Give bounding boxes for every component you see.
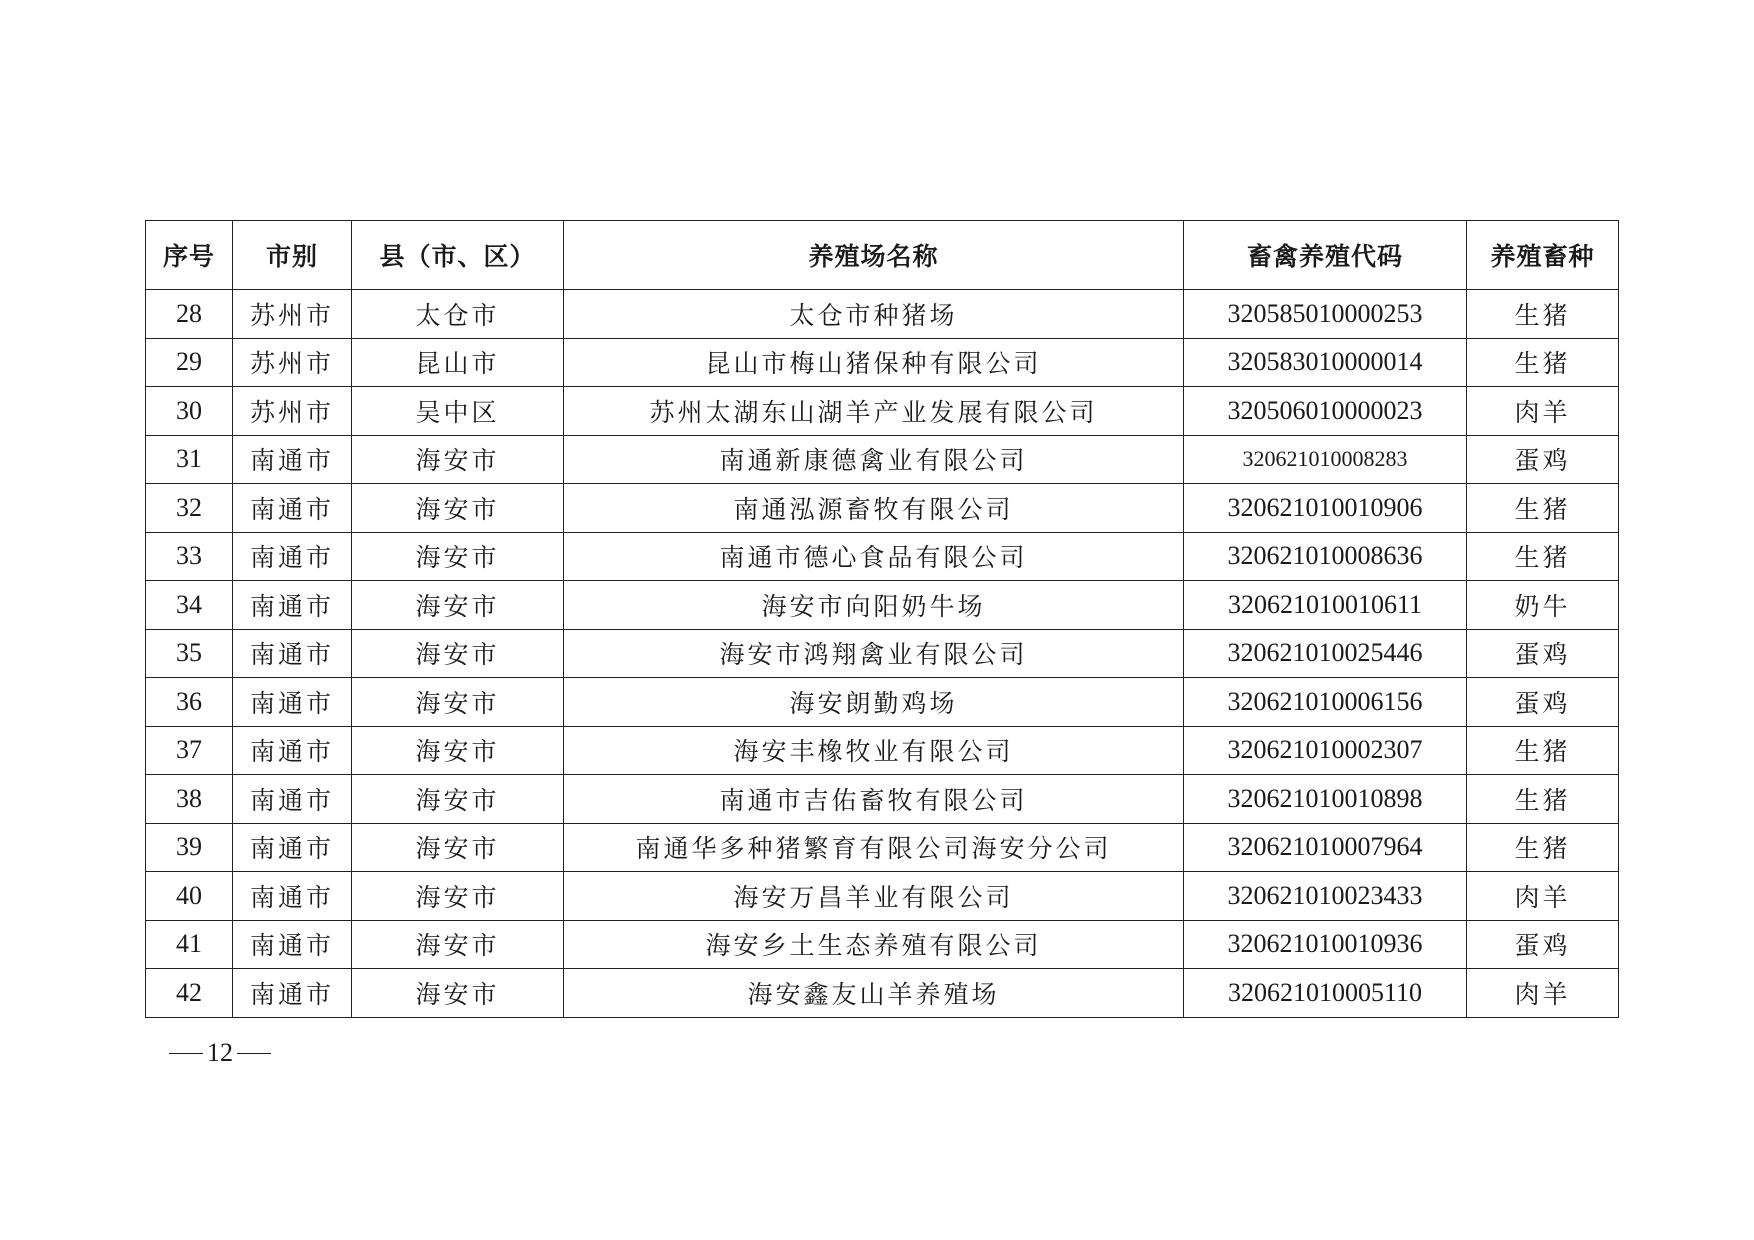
cell-farm-name: 海安鑫友山羊养殖场 xyxy=(564,969,1184,1018)
table-header-row xyxy=(146,221,1619,290)
cell-serial: 39 xyxy=(146,823,233,872)
cell-farm-code: 320621010023433 xyxy=(1184,872,1467,921)
cell-serial: 28 xyxy=(146,290,233,339)
table-row xyxy=(146,969,1619,1018)
cell-farm-name: 昆山市梅山猪保种有限公司 xyxy=(564,338,1184,387)
cell-county: 海安市 xyxy=(352,920,564,969)
table-row xyxy=(146,435,1619,484)
cell-serial: 30 xyxy=(146,387,233,436)
cell-serial: 35 xyxy=(146,629,233,678)
cell-farm-code: 320621010005110 xyxy=(1184,969,1467,1018)
cell-city: 南通市 xyxy=(233,532,352,581)
table-row xyxy=(146,290,1619,339)
table-row xyxy=(146,775,1619,824)
cell-city: 南通市 xyxy=(233,435,352,484)
cell-farm-code: 320506010000023 xyxy=(1184,387,1467,436)
cell-city: 南通市 xyxy=(233,726,352,775)
cell-farm-name: 南通市吉佑畜牧有限公司 xyxy=(564,775,1184,824)
livestock-farm-table xyxy=(145,220,1619,1018)
cell-serial: 41 xyxy=(146,920,233,969)
cell-farm-code: 320621010006156 xyxy=(1184,678,1467,727)
cell-county: 海安市 xyxy=(352,435,564,484)
cell-city: 南通市 xyxy=(233,775,352,824)
cell-county: 海安市 xyxy=(352,678,564,727)
table-row xyxy=(146,484,1619,533)
cell-farm-code: 320583010000014 xyxy=(1184,338,1467,387)
cell-farm-name: 海安市鸿翔禽业有限公司 xyxy=(564,629,1184,678)
cell-city: 南通市 xyxy=(233,920,352,969)
cell-serial: 38 xyxy=(146,775,233,824)
cell-species: 生猪 xyxy=(1467,338,1619,387)
cell-farm-code: 320621010008283 xyxy=(1184,435,1467,484)
cell-farm-code: 320621010025446 xyxy=(1184,629,1467,678)
header-farm-code: 畜禽养殖代码 xyxy=(1184,221,1467,290)
cell-species: 生猪 xyxy=(1467,823,1619,872)
cell-county: 太仓市 xyxy=(352,290,564,339)
table-row xyxy=(146,581,1619,630)
cell-species: 生猪 xyxy=(1467,532,1619,581)
cell-farm-name: 海安市向阳奶牛场 xyxy=(564,581,1184,630)
cell-species: 生猪 xyxy=(1467,726,1619,775)
cell-species: 生猪 xyxy=(1467,290,1619,339)
page-footer xyxy=(165,1038,275,1068)
cell-county: 海安市 xyxy=(352,969,564,1018)
cell-serial: 42 xyxy=(146,969,233,1018)
header-county: 县（市、区） xyxy=(352,221,564,290)
cell-city: 南通市 xyxy=(233,872,352,921)
table-row xyxy=(146,338,1619,387)
table-row xyxy=(146,532,1619,581)
cell-species: 生猪 xyxy=(1467,775,1619,824)
cell-species: 生猪 xyxy=(1467,484,1619,533)
cell-county: 海安市 xyxy=(352,872,564,921)
cell-city: 南通市 xyxy=(233,629,352,678)
cell-species: 蛋鸡 xyxy=(1467,435,1619,484)
cell-farm-code: 320621010002307 xyxy=(1184,726,1467,775)
cell-city: 南通市 xyxy=(233,823,352,872)
cell-farm-code: 320621010010611 xyxy=(1184,581,1467,630)
footer-dash-right xyxy=(237,1053,271,1054)
cell-county: 海安市 xyxy=(352,484,564,533)
cell-farm-code: 320621010010906 xyxy=(1184,484,1467,533)
header-city: 市别 xyxy=(233,221,352,290)
cell-city: 苏州市 xyxy=(233,290,352,339)
cell-farm-name: 南通华多种猪繁育有限公司海安分公司 xyxy=(564,823,1184,872)
table-row xyxy=(146,920,1619,969)
cell-farm-name: 太仓市种猪场 xyxy=(564,290,1184,339)
table-row xyxy=(146,678,1619,727)
cell-species: 蛋鸡 xyxy=(1467,920,1619,969)
cell-farm-name: 南通市德心食品有限公司 xyxy=(564,532,1184,581)
cell-county: 海安市 xyxy=(352,629,564,678)
cell-serial: 34 xyxy=(146,581,233,630)
cell-city: 苏州市 xyxy=(233,387,352,436)
cell-species: 蛋鸡 xyxy=(1467,678,1619,727)
cell-city: 南通市 xyxy=(233,969,352,1018)
cell-farm-code: 320621010010936 xyxy=(1184,920,1467,969)
cell-city: 南通市 xyxy=(233,581,352,630)
cell-serial: 40 xyxy=(146,872,233,921)
cell-farm-name: 海安朗勤鸡场 xyxy=(564,678,1184,727)
cell-serial: 36 xyxy=(146,678,233,727)
cell-serial: 29 xyxy=(146,338,233,387)
cell-county: 海安市 xyxy=(352,775,564,824)
table-row xyxy=(146,823,1619,872)
table-body xyxy=(146,290,1619,1018)
cell-species: 蛋鸡 xyxy=(1467,629,1619,678)
cell-farm-name: 南通新康德禽业有限公司 xyxy=(564,435,1184,484)
cell-serial: 32 xyxy=(146,484,233,533)
cell-county: 海安市 xyxy=(352,532,564,581)
table-row xyxy=(146,726,1619,775)
cell-farm-name: 海安丰橡牧业有限公司 xyxy=(564,726,1184,775)
cell-species: 肉羊 xyxy=(1467,872,1619,921)
cell-farm-code: 320621010007964 xyxy=(1184,823,1467,872)
cell-species: 奶牛 xyxy=(1467,581,1619,630)
cell-city: 南通市 xyxy=(233,678,352,727)
table-row xyxy=(146,629,1619,678)
header-serial: 序号 xyxy=(146,221,233,290)
cell-farm-name: 苏州太湖东山湖羊产业发展有限公司 xyxy=(564,387,1184,436)
cell-serial: 37 xyxy=(146,726,233,775)
cell-county: 吴中区 xyxy=(352,387,564,436)
header-farm-name: 养殖场名称 xyxy=(564,221,1184,290)
footer-dash-left xyxy=(169,1053,203,1054)
cell-species: 肉羊 xyxy=(1467,969,1619,1018)
page-number: 12 xyxy=(207,1038,233,1067)
cell-farm-code: 320621010010898 xyxy=(1184,775,1467,824)
cell-county: 海安市 xyxy=(352,823,564,872)
cell-county: 海安市 xyxy=(352,581,564,630)
header-species: 养殖畜种 xyxy=(1467,221,1619,290)
cell-farm-code: 320585010000253 xyxy=(1184,290,1467,339)
cell-county: 海安市 xyxy=(352,726,564,775)
cell-county: 昆山市 xyxy=(352,338,564,387)
cell-farm-name: 南通泓源畜牧有限公司 xyxy=(564,484,1184,533)
cell-city: 苏州市 xyxy=(233,338,352,387)
table-row xyxy=(146,872,1619,921)
cell-farm-name: 海安万昌羊业有限公司 xyxy=(564,872,1184,921)
cell-farm-name: 海安乡土生态养殖有限公司 xyxy=(564,920,1184,969)
table-row xyxy=(146,387,1619,436)
cell-serial: 33 xyxy=(146,532,233,581)
cell-serial: 31 xyxy=(146,435,233,484)
cell-species: 肉羊 xyxy=(1467,387,1619,436)
cell-farm-code: 320621010008636 xyxy=(1184,532,1467,581)
cell-city: 南通市 xyxy=(233,484,352,533)
